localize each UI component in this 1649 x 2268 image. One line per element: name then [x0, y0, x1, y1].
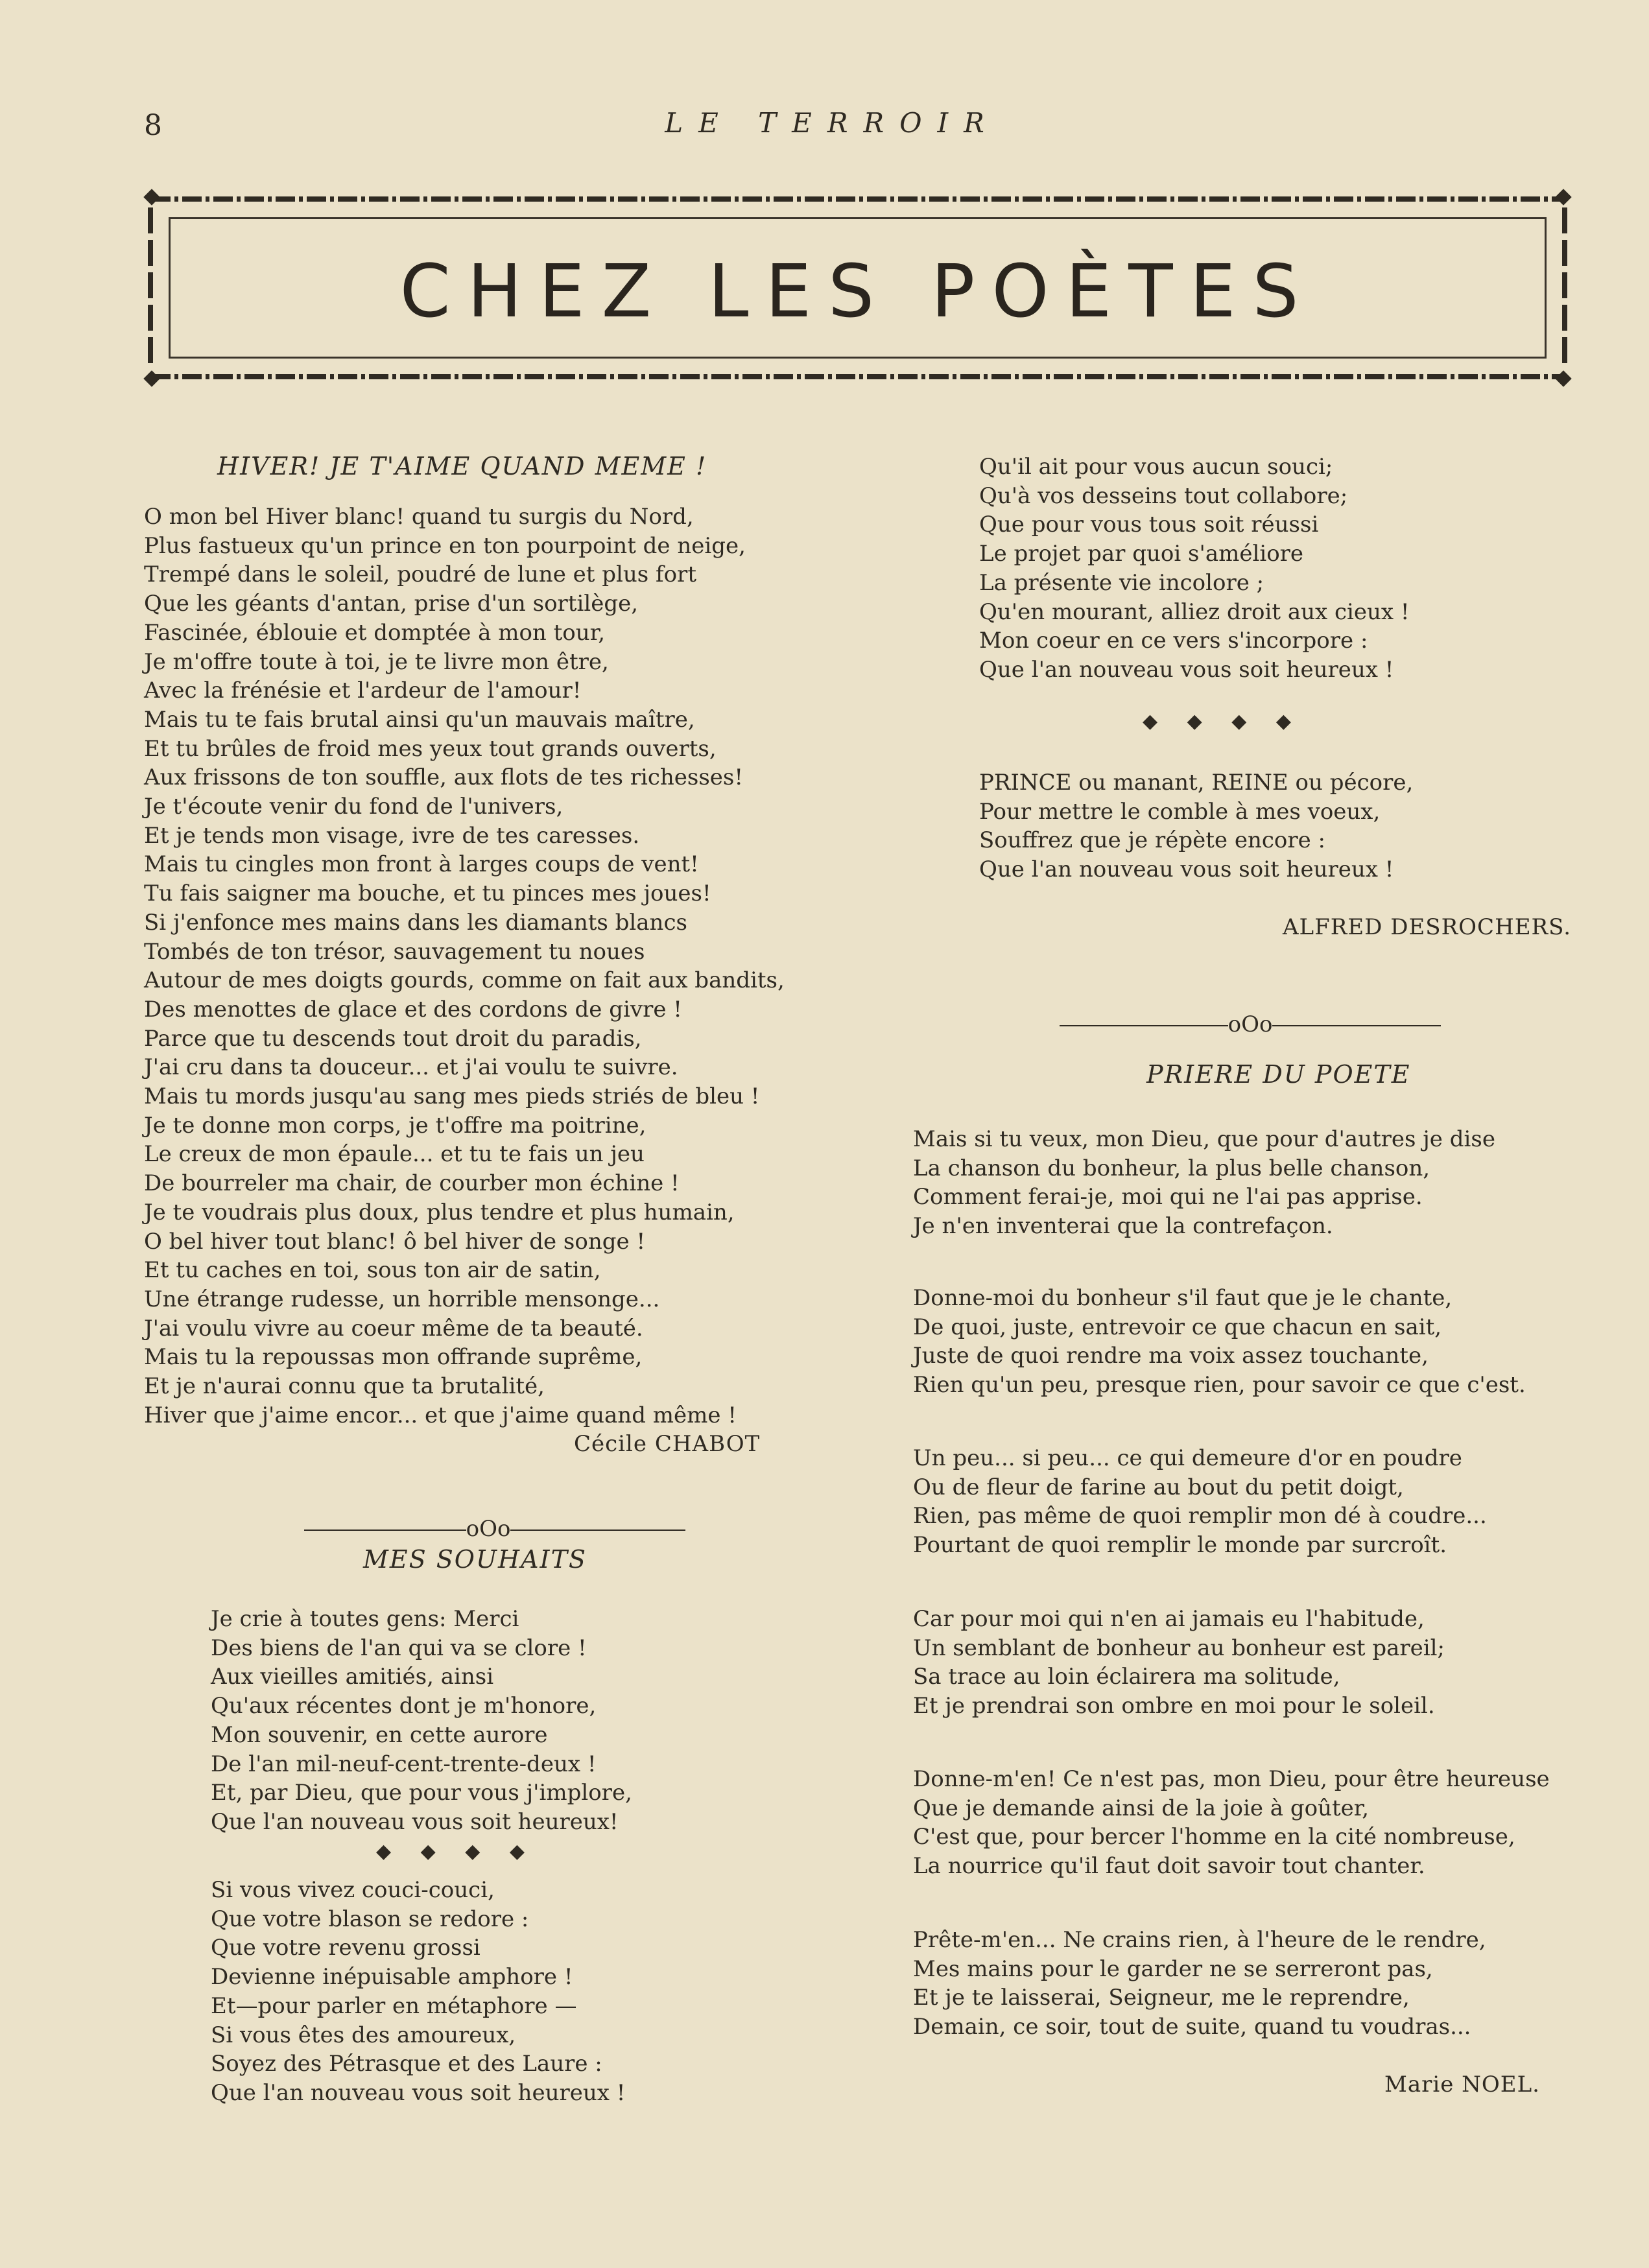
verse-line: Que l'an nouveau vous soit heureux! — [211, 1808, 619, 1835]
verse-line: Aux vieilles amitiés, ainsi — [211, 1664, 494, 1690]
verse-line: Mon coeur en ce vers s'incorpore : — [979, 628, 1368, 654]
page-number: 8 — [144, 109, 162, 142]
verse-line: Que pour vous tous soit réussi — [979, 512, 1319, 538]
verse-line: La chanson du bonheur, la plus belle chanson, — [913, 1155, 1430, 1181]
verse-line: Et—pour parler en métaphore — — [211, 1992, 577, 2019]
ornament-divider: ◆ ◆ ◆ ◆ — [1143, 710, 1303, 733]
poem-priere-stanza-5 — [913, 1765, 1550, 1881]
verse-line: C'est que, pour bercer l'homme en la cité nombreuse, — [913, 1824, 1515, 1850]
verse-line: Je crie à toutes gens: Merci — [211, 1606, 519, 1632]
section-title: CHEZ LES POÈTES — [399, 250, 1316, 334]
verse-line: Hiver que j'aime encor... et que j'aime quand même ! — [144, 1402, 737, 1428]
verse-line: La présente vie incolore ; — [979, 569, 1264, 596]
corner-ornament-icon — [1555, 370, 1571, 386]
verse-line: Le projet par quoi s'améliore — [979, 541, 1304, 567]
verse-line: Si j'enfonce mes mains dans les diamants blancs — [144, 909, 687, 936]
verse-line: Autour de mes doigts gourds, comme on fait aux bandits, — [144, 967, 785, 994]
verse-line: Qu'aux récentes dont je m'honore, — [211, 1693, 597, 1719]
verse-line: Demain, ce soir, tout de suite, quand tu voudras... — [913, 2014, 1471, 2040]
verse-line: Pourtant de quoi remplir le monde par surcroît. — [913, 1532, 1447, 1559]
signature-noel: Marie NOEL. — [1384, 2072, 1540, 2097]
verse-line: Que votre revenu grossi — [211, 1935, 480, 1961]
verse-line: Plus fastueux qu'un prince en ton pourpoint de neige, — [144, 532, 746, 559]
poem-souhaits-stanza-3 — [979, 453, 1410, 685]
verse-line: Mais tu mords jusqu'au sang mes pieds striés de bleu ! — [144, 1083, 760, 1110]
verse-line: Parce que tu descends tout droit du paradis, — [144, 1025, 642, 1052]
verse-line: Je m'offre toute à toi, je te livre mon être, — [144, 648, 609, 675]
verse-line: Aux frissons de ton souffle, aux flots de tes richesses! — [144, 764, 744, 791]
verse-line: PRINCE ou manant, REINE ou pécore, — [979, 770, 1414, 796]
verse-line: Donne-moi du bonheur s'il faut que je le chante, — [913, 1285, 1453, 1311]
verse-line: Et, par Dieu, que pour vous j'implore, — [211, 1780, 632, 1806]
corner-ornament-icon — [1555, 189, 1571, 205]
verse-line: Une étrange rudesse, un horrible mensonge... — [144, 1286, 660, 1312]
verse-line: Pour mettre le comble à mes voeux, — [979, 798, 1381, 825]
verse-line: Et je n'aurai connu que ta brutalité, — [144, 1373, 545, 1400]
verse-line: Avec la frénésie et l'ardeur de l'amour! — [144, 678, 582, 704]
verse-line: Et je te laisserai, Seigneur, me le reprendre, — [913, 1985, 1410, 2011]
verse-line: Mais si tu veux, mon Dieu, que pour d'autres je dise — [913, 1126, 1495, 1152]
corner-ornament-icon — [143, 189, 160, 205]
poem-priere-stanza-6 — [913, 1926, 1486, 2042]
verse-line: Prête-m'en... Ne crains rien, à l'heure de le rendre, — [913, 1927, 1486, 1953]
poem-priere-stanza-4 — [913, 1605, 1445, 1721]
verse-line: Des menottes de glace et des cordons de givre ! — [144, 996, 682, 1022]
poem-title-souhaits: MES SOUHAITS — [363, 1545, 587, 1574]
poem-title-priere: PRIERE DU POETE — [1146, 1060, 1411, 1089]
verse-line: Juste de quoi rendre ma voix assez touchante, — [913, 1343, 1429, 1369]
separator: oOo — [290, 1490, 685, 1542]
verse-line: Rien, pas même de quoi remplir mon dé à coudre... — [913, 1503, 1487, 1530]
verse-line: Mon souvenir, en cette aurore — [211, 1721, 548, 1748]
verse-line: Un peu... si peu... ce qui demeure d'or en poudre — [913, 1445, 1462, 1471]
signature-chabot: Cécile CHABOT — [574, 1431, 761, 1457]
verse-line: O mon bel Hiver blanc! quand tu surgis du Nord, — [144, 504, 694, 530]
ornament-divider: ◆ ◆ ◆ ◆ — [376, 1840, 536, 1863]
verse-line: Fascinée, éblouie et domptée à mon tour, — [144, 619, 605, 646]
verse-line: Tu fais saigner ma bouche, et tu pinces mes joues! — [144, 880, 711, 907]
verse-line: Qu'il ait pour vous aucun souci; — [979, 454, 1333, 480]
verse-line: Et tu caches en toi, sous ton air de satin, — [144, 1257, 601, 1284]
verse-line: De l'an mil-neuf-cent-trente-deux ! — [211, 1751, 597, 1777]
verse-line: Je t'écoute venir du fond de l'univers, — [144, 794, 564, 820]
banner-top-rule — [151, 196, 1564, 202]
poem-souhaits-stanza-1 — [211, 1605, 632, 1837]
verse-line: Que votre blason se redore : — [211, 1906, 529, 1932]
verse-line: Rien qu'un peu, presque rien, pour savoir ce que c'est. — [913, 1372, 1526, 1399]
poem-priere-stanza-1 — [913, 1125, 1495, 1241]
verse-line: Mais tu la repoussas mon offrande suprême, — [144, 1344, 643, 1371]
verse-line: Tombés de ton trésor, sauvagement tu noues — [144, 938, 645, 965]
verse-line: Devienne inépuisable amphore ! — [211, 1964, 573, 1990]
poem-title-hiver: HIVER! JE T'AIME QUAND MEME ! — [217, 452, 707, 480]
separator: oOo — [1045, 986, 1441, 1037]
verse-line: Un semblant de bonheur au bonheur est pareil; — [913, 1635, 1445, 1661]
verse-line: Je te donne mon corps, je t'offre ma poitrine, — [144, 1112, 647, 1139]
verse-line: Et je prendrai son ombre en moi pour le soleil. — [913, 1693, 1435, 1719]
verse-line: Si vous êtes des amoureux, — [211, 2022, 516, 2048]
verse-line: Comment ferai-je, moi qui ne l'ai pas apprise. — [913, 1184, 1423, 1211]
signature-desrochers: ALFRED DESROCHERS. — [1283, 914, 1572, 940]
verse-line: Car pour moi qui n'en ai jamais eu l'habitude, — [913, 1606, 1425, 1632]
verse-line: Que les géants d'antan, prise d'un sortilège, — [144, 591, 639, 617]
verse-line: Soyez des Pétrasque et des Laure : — [211, 2051, 602, 2077]
verse-line: Mais tu cingles mon front à larges coups de vent! — [144, 851, 699, 878]
verse-line: Des biens de l'an qui va se clore ! — [211, 1635, 587, 1661]
poem-souhaits-envoi — [979, 768, 1413, 884]
verse-line: De bourreler ma chair, de courber mon échine ! — [144, 1170, 680, 1197]
verse-line: Ou de fleur de farine au bout du petit doigt, — [913, 1474, 1404, 1500]
title-banner — [146, 191, 1569, 384]
verse-line: Que l'an nouveau vous soit heureux ! — [979, 656, 1394, 683]
verse-line: Que l'an nouveau vous soit heureux ! — [979, 856, 1394, 883]
verse-line: Le creux de mon épaule... et tu te fais un jeu — [144, 1141, 645, 1168]
poem-souhaits-stanza-2 — [211, 1876, 625, 2108]
verse-line: Donne-m'en! Ce n'est pas, mon Dieu, pour être heureuse — [913, 1766, 1550, 1792]
verse-line: J'ai voulu vivre au coeur même de ta beauté. — [144, 1315, 643, 1341]
verse-line: Qu'en mourant, alliez droit aux cieux ! — [979, 598, 1410, 625]
verse-line: Je te voudrais plus doux, plus tendre et plus humain, — [144, 1199, 735, 1225]
banner-bottom-rule — [151, 374, 1564, 379]
verse-line: Sa trace au loin éclairera ma solitude, — [913, 1664, 1340, 1690]
verse-line: Que je demande ainsi de la joie à goûter, — [913, 1795, 1370, 1821]
corner-ornament-icon — [143, 370, 160, 386]
running-head: LE TERROIR — [665, 107, 1000, 139]
verse-line: Souffrez que je répète encore : — [979, 827, 1325, 854]
verse-line: Si vous vivez couci-couci, — [211, 1877, 495, 1903]
verse-line: O bel hiver tout blanc! ô bel hiver de songe ! — [144, 1228, 646, 1255]
poem-priere-stanza-2 — [913, 1284, 1526, 1400]
verse-line: Trempé dans le soleil, poudré de lune et plus fort — [144, 561, 696, 588]
verse-line: Je n'en inventerai que la contrefaçon. — [913, 1213, 1333, 1240]
verse-line: Mes mains pour le garder ne se serreront pas, — [913, 1955, 1433, 1982]
verse-line: La nourrice qu'il faut doit savoir tout chanter. — [913, 1853, 1425, 1880]
verse-line: Que l'an nouveau vous soit heureux ! — [211, 2079, 626, 2106]
verse-line: Mais tu te fais brutal ainsi qu'un mauvais maître, — [144, 706, 695, 733]
verse-line: J'ai cru dans ta douceur... et j'ai voulu te suivre. — [144, 1054, 678, 1081]
poem-hiver-body — [144, 502, 785, 1430]
poem-priere-stanza-3 — [913, 1444, 1487, 1560]
verse-line: Qu'à vos desseins tout collabore; — [979, 482, 1348, 509]
verse-line: Et je tends mon visage, ivre de tes caresses. — [144, 822, 640, 849]
verse-line: De quoi, juste, entrevoir ce que chacun en sait, — [913, 1314, 1442, 1340]
verse-line: Et tu brûles de froid mes yeux tout grands ouverts, — [144, 735, 717, 762]
